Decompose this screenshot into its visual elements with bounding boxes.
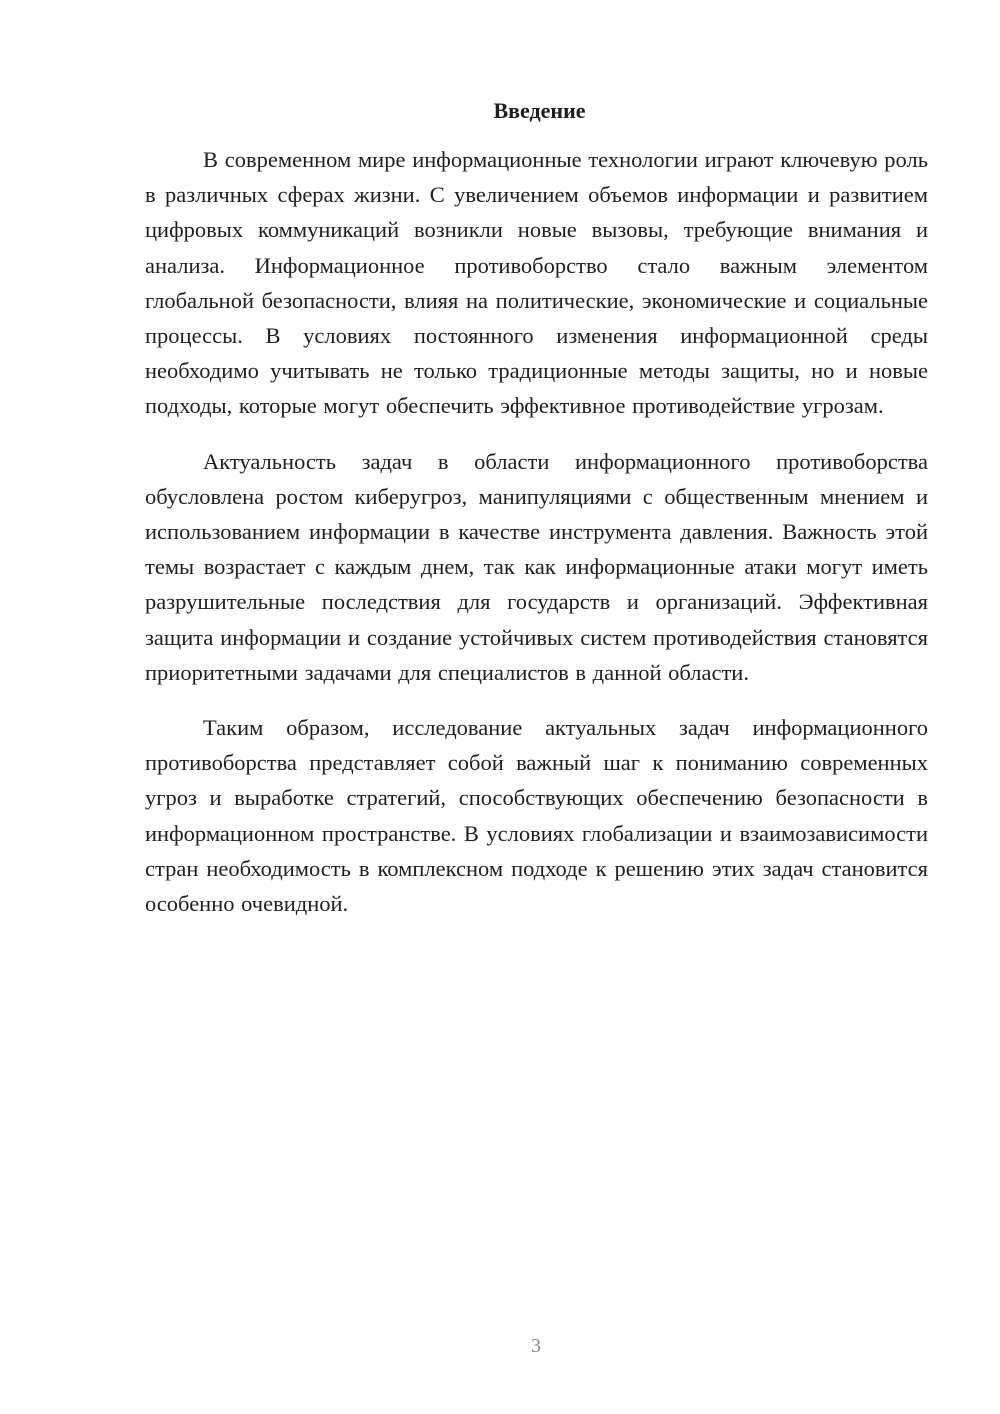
paragraph-conclusion: Таким образом, исследование актуальных задач информационного противоборства представляет собой важный шаг к пониманию современных угроз и выработке стратегий, способствующих обеспечению безопасности в информационном пространстве. В условиях глобализации и взаимозависимости стран необходимость в комплексном подходе к решению этих задач становится особенно очевидной. [145, 715, 928, 917]
paragraph-intro: В современном мире информационные технологии играют ключевую роль в различных сферах жизни. С увеличением объемов информации и развитием цифровых коммуникаций возникли новые вызовы, требующие внимания и анализа. Информационное противоборство стало важным элементом глобальной безопасности, влияя на политические, экономические и социальные процессы. В условиях постоянного изменения информационной среды необходимо учитывать не только традиционные методы защиты, но и новые подходы, которые могут обеспечить эффективное противодействие угрозам. [145, 147, 928, 419]
page-content [145, 96, 928, 941]
section-title: Введение [493, 98, 586, 123]
page-number: 3 [531, 1335, 541, 1357]
paragraph-relevance: Актуальность задач в области информационного противоборства обусловлена ростом киберугроз, манипуляциями с общественным мнением и использованием информации в качестве инструмента давления. Важность этой темы возрастает с каждым днем, так как информационные атаки могут иметь разрушительные последствия для государств и организаций. Эффективная защита информации и создание устойчивых систем противодействия становятся приоритетными задачами для специалистов в данной области. [145, 448, 928, 685]
